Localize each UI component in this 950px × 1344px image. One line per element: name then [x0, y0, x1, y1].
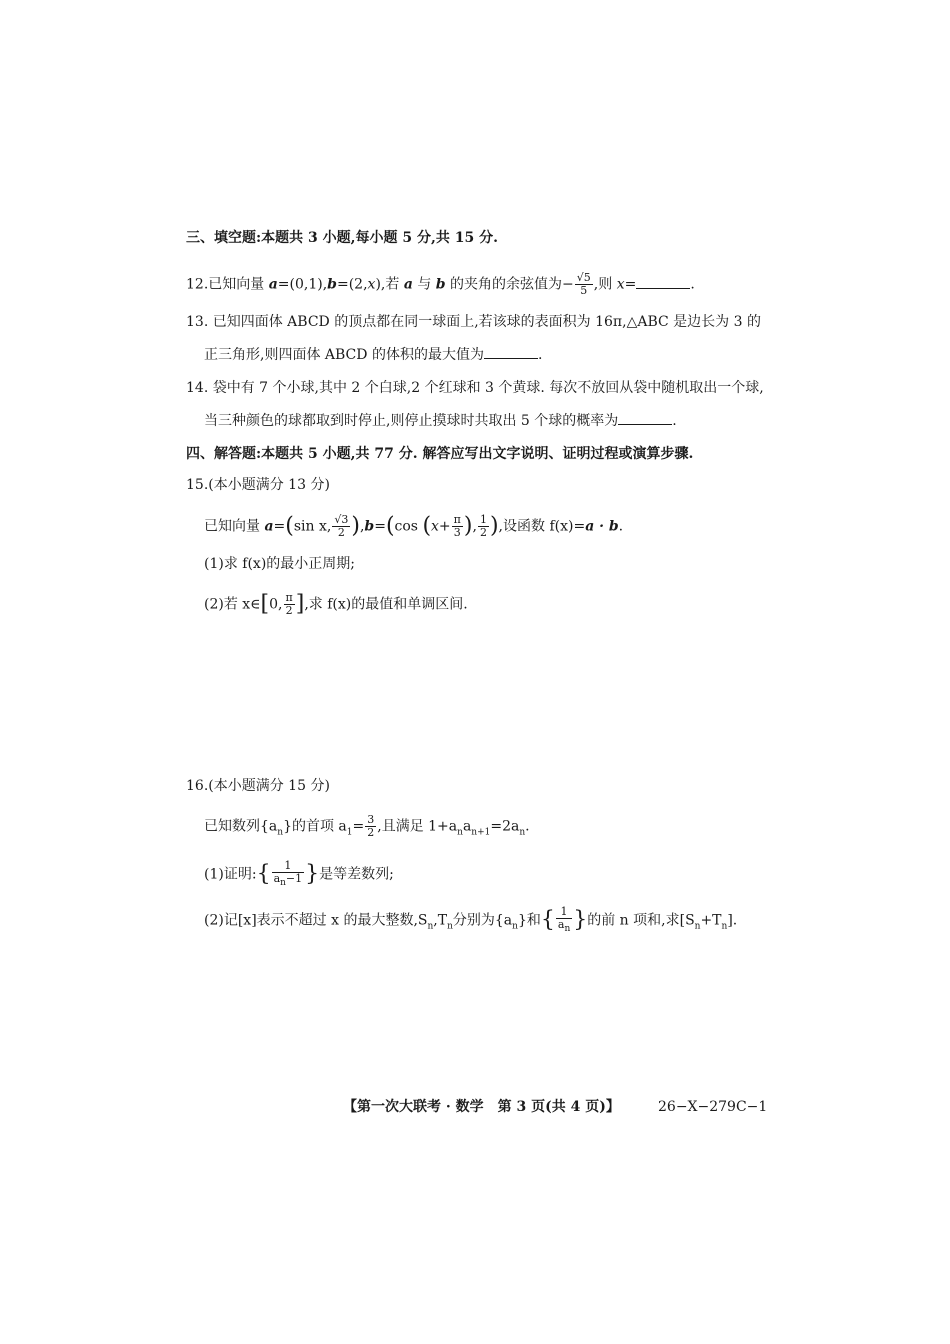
- q15-frac2: [452, 514, 463, 539]
- q16-frac: [365, 814, 376, 839]
- q15-frac4-den: 2: [285, 604, 293, 617]
- q15-part1: (1)求 f(x)的最小正周期;: [204, 556, 355, 572]
- q12-vec-a-2: a: [403, 276, 413, 293]
- q16-p2-num: 1: [556, 906, 572, 919]
- q12-eq-a: =(0,1),: [277, 276, 328, 293]
- q15-comma2: ,: [472, 518, 477, 535]
- q16-p1-den: [272, 873, 305, 889]
- q16-p1-den-tail: −1: [285, 872, 303, 885]
- q12-eq-b: =(2,: [336, 276, 368, 293]
- q16-given-e: =2a: [490, 818, 520, 835]
- q15-paren-open-1: (: [285, 513, 294, 539]
- q15-paren-open-3: (: [422, 513, 432, 539]
- q13-line2: [204, 345, 542, 365]
- q12-vec-b: b: [327, 276, 337, 293]
- q16-given-d: a: [462, 818, 472, 835]
- q15-frac1: [332, 514, 350, 539]
- q16-given: [204, 814, 530, 842]
- q16-part1-tail: 是等差数列;: [319, 866, 394, 883]
- q14-line2: [204, 411, 677, 431]
- q16-frac-num: 3: [367, 813, 375, 826]
- q15-part2-text: (2)若 x∈: [204, 596, 261, 613]
- q16-frac-den: 2: [367, 826, 375, 839]
- q16-sub-n-3: n: [519, 827, 526, 838]
- q15-frac3: [478, 514, 489, 539]
- q15-vec-a: a: [264, 518, 274, 535]
- q13-line2-text: 正三角形,则四面体 ABCD 的体积的最大值为: [204, 347, 484, 363]
- q16-p1-den-sub: n: [280, 878, 286, 889]
- page-footer-label: 【第一次大联考 · 数学 第 3 页(共 4 页)】: [343, 1099, 620, 1115]
- q16-part2-sub-5: n: [721, 921, 728, 932]
- q12-dot: .: [690, 276, 695, 293]
- q16-part2-f: +T: [700, 912, 722, 929]
- q16-part2-a: (2)记[x]表示不超过 x 的最大整数,S: [204, 912, 428, 929]
- q16-part2-sub-3: n: [512, 921, 518, 932]
- q15-vec-b: b: [364, 518, 375, 535]
- q16-part1-text: (1)证明:: [204, 866, 257, 883]
- q16-part2-d: }和: [517, 912, 541, 929]
- q16-part2-sub-4: n: [694, 921, 701, 932]
- section-heading-fill-in: 三、填空题:本题共 3 小题,每小题 5 分,共 15 分.: [186, 230, 498, 246]
- q15-frac3-den: 2: [479, 526, 487, 539]
- q15-end: .: [618, 518, 624, 535]
- q15-sinx: sin x,: [293, 518, 332, 535]
- q12-answer-blank: [636, 276, 690, 289]
- q12-text-cos: 的夹角的余弦值为−: [445, 276, 574, 293]
- q12-var-x: x: [367, 276, 376, 293]
- q15-paren-close-2: ): [489, 513, 499, 539]
- q12-text-a: 已知向量: [208, 276, 269, 293]
- q15-header: 15.(本小题满分 13 分): [186, 477, 330, 493]
- q15-paren-open-2: (: [385, 513, 395, 539]
- q12-mid: 与: [412, 276, 436, 293]
- q15-frac2-den: 3: [453, 526, 461, 539]
- q16-part2-sub-2: n: [447, 921, 453, 932]
- q16-p2-den-a: a: [557, 918, 565, 931]
- q16-given-b: }的首项 a: [283, 818, 347, 835]
- page-footer-code: 26−X−279C−1: [658, 1099, 768, 1115]
- q12-ask: x=: [616, 276, 637, 293]
- q15-bracket-close: ]: [295, 591, 305, 617]
- q15-bracket-open: [: [260, 591, 270, 617]
- q13-answer-blank: [484, 346, 538, 359]
- q16-part2-c: 分别为{a: [452, 912, 513, 929]
- q16-p2-den: [556, 919, 572, 935]
- question-12: [186, 272, 695, 297]
- q12-text-end: ,则: [593, 276, 617, 293]
- q16-given-a: 已知数列{a: [204, 818, 278, 835]
- q12-number: 12.: [186, 276, 209, 293]
- q15-frac4: [284, 592, 295, 617]
- q16-part2-frac: [556, 906, 572, 935]
- q16-brace-open-1: {: [256, 861, 271, 887]
- q15-frac1-den: 2: [337, 526, 345, 539]
- q16-part1: [204, 860, 394, 889]
- q15-paren-close-3: ): [463, 513, 473, 539]
- q16-p1-num: 1: [272, 860, 305, 873]
- q16-part2-b: ,T: [433, 912, 448, 929]
- q15-frac3-num: 1: [479, 513, 487, 526]
- q12-frac-num: √5: [576, 271, 591, 284]
- q16-sub-n-2: n: [457, 827, 463, 838]
- q16-sub-n-1: n: [277, 827, 284, 838]
- q15-eq1: =: [273, 518, 286, 535]
- q16-given-f: .: [525, 818, 530, 835]
- q12-vec-a: a: [268, 276, 278, 293]
- q15-frac4-num: π: [285, 591, 293, 604]
- q15-frac2-num: π: [453, 513, 461, 526]
- q15-comma: ,: [359, 518, 365, 535]
- q16-brace-open-2: {: [540, 907, 555, 933]
- q15-range-lo: 0,: [269, 596, 283, 613]
- q15-eq2: =: [374, 518, 386, 535]
- q15-part2: [204, 592, 468, 617]
- q12-vec-b-2: b: [435, 276, 446, 293]
- q16-sub-1: 1: [346, 827, 353, 838]
- q16-part2-sub-1: n: [427, 921, 434, 932]
- q15-given: [204, 514, 623, 539]
- q14-line2-text: 当三种颜色的球都取到时停止,则停止摸球时共取出 5 个球的概率为: [204, 413, 619, 429]
- q12-eq-b-end: ),若: [375, 276, 404, 293]
- q15-tail: ,设函数 f(x)=: [498, 518, 586, 535]
- q14-dot: .: [672, 413, 677, 429]
- q16-sub-n1: n+1: [471, 827, 491, 838]
- q16-part1-frac: [272, 860, 305, 889]
- q16-part2-e: 的前 n 项和,求[S: [587, 912, 695, 929]
- q15-xplus: x+: [431, 518, 451, 535]
- q14-line1: 14. 袋中有 7 个小球,其中 2 个白球,2 个红球和 3 个黄球. 每次不放回从袋中随机取出一个球,: [186, 380, 764, 396]
- q12-fraction: [575, 272, 593, 297]
- q15-ab: a · b: [585, 518, 619, 535]
- section-heading-solutions: 四、解答题:本题共 5 小题,共 77 分. 解答应写出文字说明、证明过程或演算步骤.: [186, 446, 694, 462]
- q16-brace-close-1: }: [305, 861, 320, 887]
- q13-dot: .: [537, 347, 543, 363]
- q16-p2-den-sub: n: [564, 924, 571, 935]
- q16-header: 16.(本小题满分 15 分): [186, 778, 330, 794]
- q16-given-c: ,且满足 1+a: [377, 818, 458, 835]
- q15-cos: cos: [394, 518, 423, 535]
- q16-brace-close-2: }: [573, 907, 588, 933]
- q15-paren-close-1: ): [351, 513, 360, 539]
- q16-eq: =: [352, 818, 365, 835]
- q16-part2-g: ].: [727, 912, 738, 929]
- q16-p1-den-a: a: [273, 872, 281, 885]
- q15-given-text: 已知向量: [204, 518, 265, 535]
- q16-part2: [204, 906, 737, 936]
- q14-answer-blank: [618, 412, 672, 425]
- q12-frac-den: 5: [580, 284, 588, 297]
- q15-part2-tail: ,求 f(x)的最值和单调区间.: [304, 596, 468, 613]
- q13-line1: 13. 已知四面体 ABCD 的顶点都在同一球面上,若该球的表面积为 16π,△ABC 是边长为 3 的: [186, 314, 761, 330]
- q15-frac1-num: √3: [334, 513, 349, 526]
